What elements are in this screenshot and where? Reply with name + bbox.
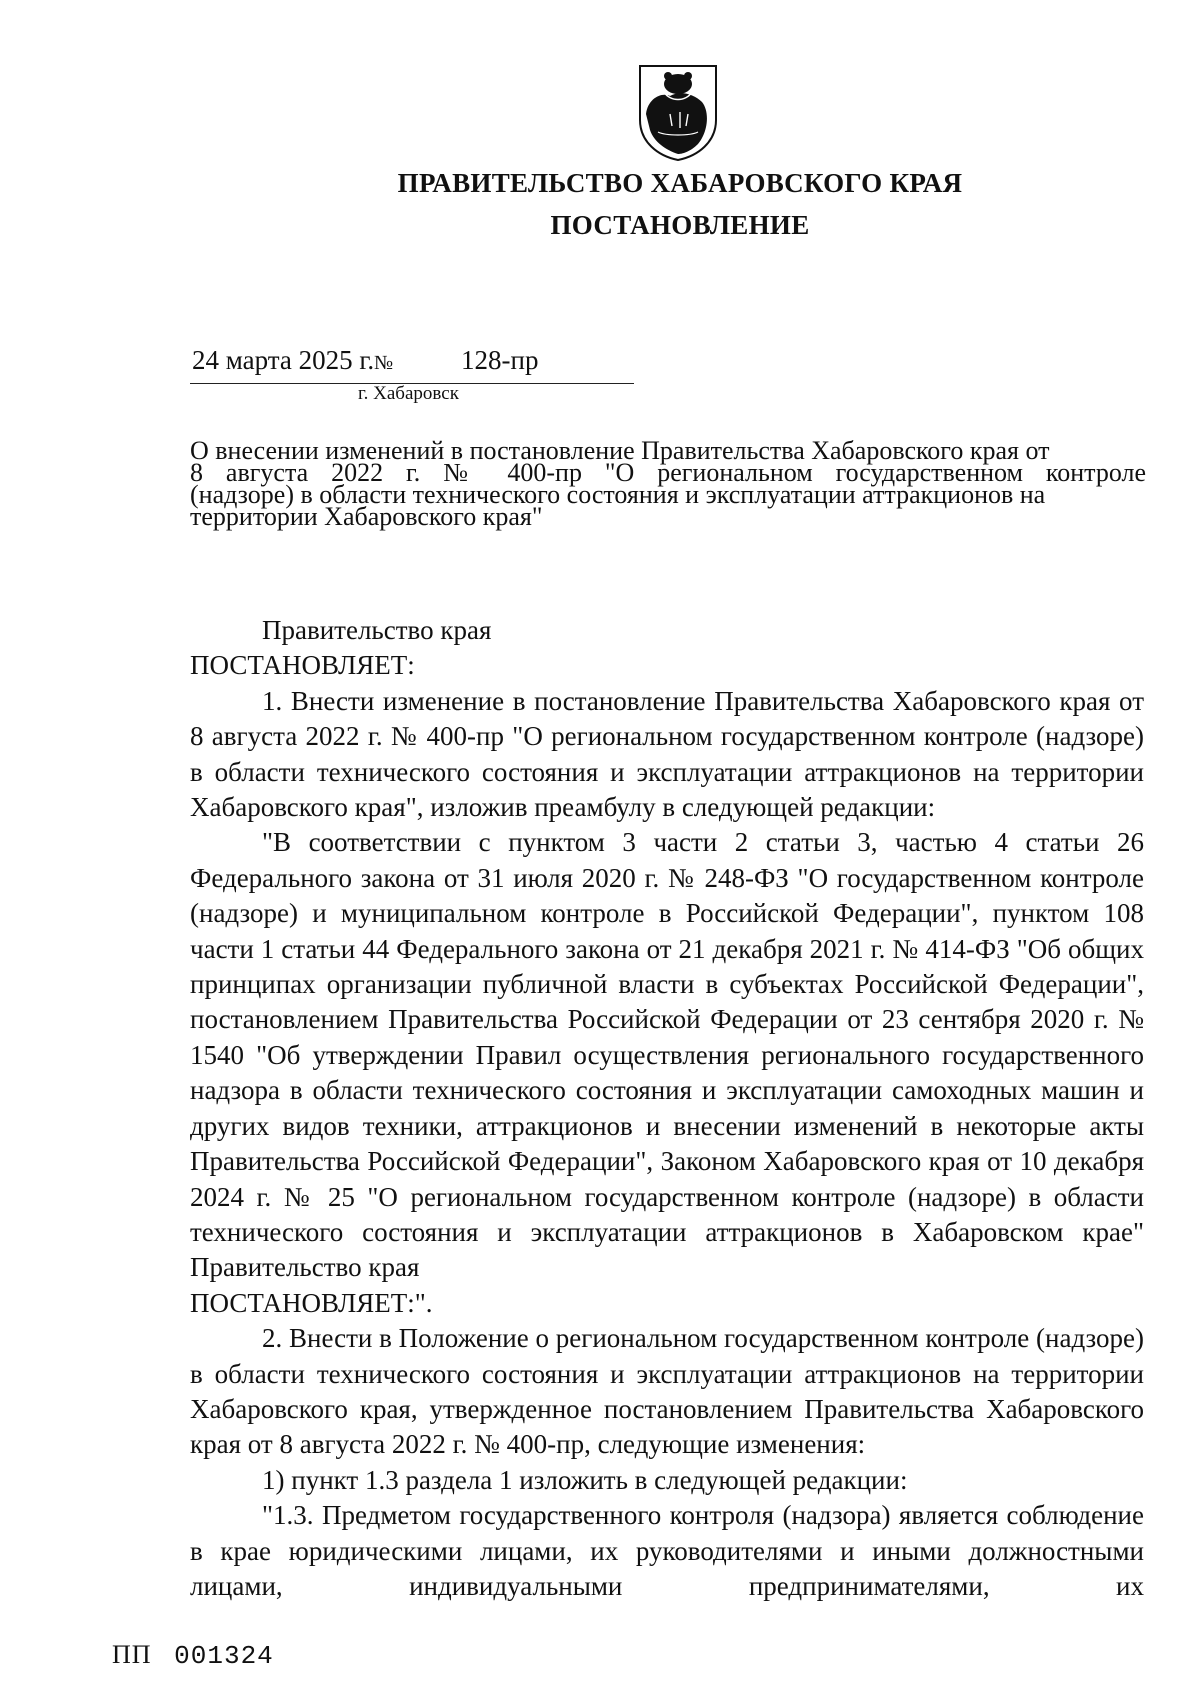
- paragraph-item-2-1: 1) пункт 1.3 раздела 1 изложить в следующей редакции:: [262, 1464, 908, 1495]
- preamble-government: Правительство края: [262, 615, 492, 645]
- form-serial: [112, 1640, 274, 1671]
- subject-line: 8 августа 2022 г. № 400-пр "О региональном государственном контроле: [190, 458, 1146, 487]
- document-city: г. Хабаровск: [358, 383, 459, 404]
- paragraph-quote-end: ПОСТАНОВЛЯЕТ:".: [190, 1287, 433, 1318]
- form-serial-number: 001324: [174, 1641, 274, 1671]
- document-date: 24 марта 2025 г.: [192, 345, 375, 375]
- paragraph-item-2-1-text: "1.3. Предметом государственного контроля (надзора) является соблюдение в крае юридическими лицами, их руководителями и иными должностными лицами, индивидуальными предпринимателями, их: [190, 1500, 1144, 1601]
- preamble-resolves: ПОСТАНОВЛЯЕТ:: [190, 650, 415, 681]
- paragraph-item-1: 1. Внести изменение в постановление Правительства Хабаровского края от 8 августа 2022 г. № 400-пр "О региональном государственном контроле (надзоре) в области технического состояния и эксплуатации аттракционов на территории Хабаровского края", изложив преамбулу в следующей редакции:: [190, 685, 1144, 823]
- document-subject: [190, 436, 1146, 531]
- number-sign: №: [374, 352, 394, 374]
- document-number: 128-пр: [461, 345, 539, 375]
- khabarovsk-krai-coat-of-arms-icon: [636, 62, 720, 162]
- registration-line: [190, 343, 634, 384]
- form-series: ПП: [112, 1640, 152, 1669]
- subject-line: территории Хабаровского края": [190, 502, 543, 531]
- paragraph-item-2: 2. Внести в Положение о региональном государственном контроле (надзоре) в области технического состояния и эксплуатации аттракционов на территории Хабаровского края, утвержденное постановлением Правительства Хабаровского края от 8 августа 2022 г. № 400-пр, следующие изменения:: [190, 1323, 1144, 1460]
- subject-line: (надзоре) в области технического состояния и эксплуатации аттракционов на: [190, 480, 1046, 509]
- document-body: [190, 613, 1144, 1604]
- document-type-title: ПОСТАНОВЛЕНИЕ: [550, 210, 810, 240]
- subject-line: О внесении изменений в постановление Правительства Хабаровского края от: [190, 436, 1050, 465]
- paragraph-preamble-quote: "В соответствии с пунктом 3 части 2 статьи 3, частью 4 статьи 26 Федерального закона от 31 июля 2020 г. № 248-ФЗ "О государственном контроле (надзоре) и муниципальном контроле в Российской Федерации", пунктом 108 части 1 статьи 44 Федерального закона от 21 декабря 2021 г. № 414-ФЗ "Об общих принципах организации публичной власти в субъектах Российской Федерации", постановлением Правительства Российской Федерации от 23 сентября 2020 г. № 1540 "Об утверждении Правил осуществления регионального государственного надзора в области технического состояния и эксплуатации самоходных машин и других видов техники, аттракционов и внесении изменений в некоторые акты Правительства Российской Федерации", Законом Хабаровского края от 10 декабря 2024 г. № 25 "О региональном государственном контроле (надзоре) в области технического состояния и эксплуатации аттракционов в Хабаровском крае" Правительство края: [190, 827, 1144, 1283]
- government-title: ПРАВИТЕЛЬСТВО ХАБАРОВСКОГО КРАЯ: [397, 168, 963, 198]
